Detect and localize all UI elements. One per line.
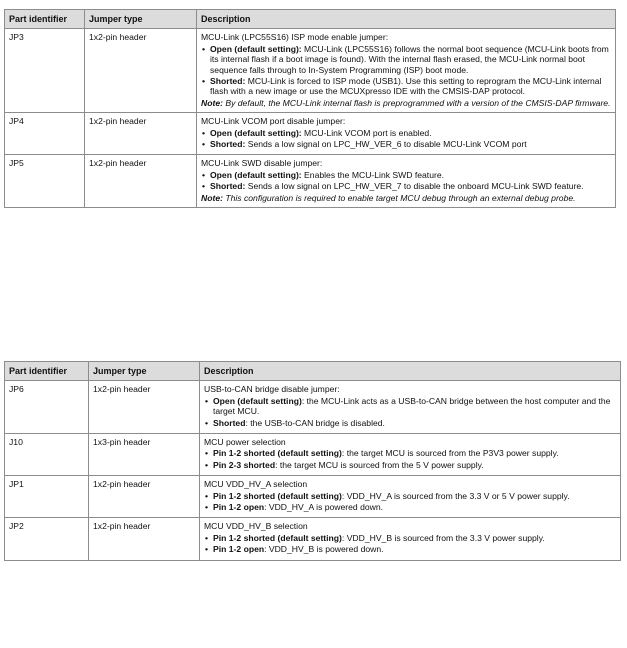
part-identifier-cell: JP1	[5, 476, 89, 518]
bullet-text: Sends a low signal on LPC_HW_VER_6 to disable MCU-Link VCOM port	[245, 139, 527, 150]
jumper-type-cell: 1x2-pin header	[85, 113, 197, 155]
header-part-identifier: Part identifier	[5, 10, 85, 29]
jumper-type-cell: 1x2-pin header	[89, 518, 200, 560]
note	[201, 193, 611, 203]
bullet-term: Open (default setting):	[210, 43, 302, 54]
table-row	[5, 381, 621, 434]
bullet-term: Open (default setting):	[210, 169, 302, 180]
bullet-text: : VDD_HV_A is sourced from the 3.3 V or 5 V power supply.	[341, 490, 570, 501]
description-title: USB-to-CAN bridge disable jumper:	[204, 384, 340, 395]
bullet-text: : VDD_HV_B is powered down.	[264, 544, 384, 555]
bullet-text: : VDD_HV_A is powered down.	[264, 502, 384, 513]
bullet-term: Open (default setting):	[210, 127, 302, 138]
bullet-item	[213, 502, 616, 512]
bullet-item	[210, 128, 611, 138]
note-label: Note:	[201, 192, 223, 203]
bullet-item	[210, 181, 611, 191]
jumper-type-cell: 1x3-pin header	[89, 434, 200, 476]
bullet-list	[204, 396, 616, 428]
bullet-term: Shorted:	[210, 139, 246, 150]
bullet-text: : the target MCU is sourced from the P3V3 power supply.	[341, 448, 559, 459]
bullet-term: Open (default setting)	[213, 395, 302, 406]
description-cell	[200, 434, 621, 476]
bullet-text: MCU-Link is forced to ISP mode (USB1). Use this setting to reprogram the MCU-Link internal flash with a new image or use the MCUXpresso IDE with the CMSIS-DAP protocol.	[210, 76, 602, 97]
bullet-text: : VDD_HV_B is sourced from the 3.3 V power supply.	[341, 532, 545, 543]
table-row	[5, 434, 621, 476]
bullet-term: Pin 1-2 shorted (default setting)	[213, 448, 342, 459]
bullet-text: : the USB-to-CAN bridge is disabled.	[245, 417, 385, 428]
bullet-item	[213, 448, 616, 458]
note	[201, 98, 611, 108]
header-jumper-type: Jumper type	[89, 362, 200, 381]
note-text: By default, the MCU-Link internal flash is preprogrammed with a version of the CMSIS-DAP firmware.	[222, 97, 611, 108]
part-identifier-cell: J10	[5, 434, 89, 476]
note-label: Note:	[201, 97, 223, 108]
bullet-term: Pin 1-2 shorted (default setting)	[213, 532, 342, 543]
description-title: MCU VDD_HV_A selection	[204, 479, 308, 490]
bullet-term: Pin 1-2 open	[213, 544, 265, 555]
jumper-type-cell: 1x2-pin header	[85, 29, 197, 113]
bullet-list	[204, 448, 616, 470]
bullet-list	[201, 44, 611, 97]
description-cell	[200, 476, 621, 518]
bullet-text: : the MCU-Link acts as a USB-to-CAN bridge between the host computer and the target MCU.	[213, 395, 611, 417]
description-cell	[197, 29, 616, 113]
bullet-term: Shorted:	[210, 76, 246, 87]
table-row	[5, 113, 616, 155]
bullet-item	[213, 396, 616, 417]
bullet-list	[201, 128, 611, 150]
bullet-text: MCU-Link VCOM port is enabled.	[301, 127, 432, 138]
description-title: MCU power selection	[204, 437, 286, 448]
bullet-item	[213, 460, 616, 470]
header-description: Description	[200, 362, 621, 381]
description-title: MCU-Link (LPC55S16) ISP mode enable jumper:	[201, 32, 389, 43]
part-identifier-cell: JP2	[5, 518, 89, 560]
table-header-row	[5, 10, 616, 29]
bullet-text: Sends a low signal on LPC_HW_VER_7 to disable the onboard MCU-Link SWD feature.	[245, 181, 584, 192]
bullet-item	[210, 170, 611, 180]
bullet-item	[213, 491, 616, 501]
header-description: Description	[197, 10, 616, 29]
bullet-text: Enables the MCU-Link SWD feature.	[301, 169, 445, 180]
description-cell	[197, 155, 616, 208]
jumper-table-2	[4, 361, 621, 561]
part-identifier-cell: JP5	[5, 155, 85, 208]
description-title: MCU-Link VCOM port disable jumper:	[201, 116, 346, 127]
bullet-text: MCU-Link (LPC55S16) follows the normal boot sequence (MCU-Link boots from its internal flash if a boot image is found). With the internal flash erased, the MCU-Link normal boot sequence falls through to In-System Programming (ISP) boot mode.	[210, 43, 609, 75]
description-cell	[200, 518, 621, 560]
description-title: MCU VDD_HV_B selection	[204, 521, 308, 532]
header-jumper-type: Jumper type	[85, 10, 197, 29]
table-header-row	[5, 362, 621, 381]
bullet-item	[210, 44, 611, 75]
table-row	[5, 518, 621, 560]
jumper-type-cell: 1x2-pin header	[85, 155, 197, 208]
table-row	[5, 29, 616, 113]
part-identifier-cell: JP6	[5, 381, 89, 434]
description-cell	[197, 113, 616, 155]
bullet-item	[210, 139, 611, 149]
bullet-term: Shorted	[213, 417, 246, 428]
part-identifier-cell: JP4	[5, 113, 85, 155]
note-text: This configuration is required to enable target MCU debug through an external debug probe.	[222, 192, 576, 203]
bullet-item	[213, 418, 616, 428]
part-identifier-cell: JP3	[5, 29, 85, 113]
jumper-type-cell: 1x2-pin header	[89, 381, 200, 434]
description-cell	[200, 381, 621, 434]
bullet-item	[213, 533, 616, 543]
bullet-list	[204, 491, 616, 513]
table-row	[5, 476, 621, 518]
bullet-term: Pin 2-3 shorted	[213, 459, 276, 470]
bullet-text: : the target MCU is sourced from the 5 V power supply.	[275, 459, 484, 470]
bullet-term: Shorted:	[210, 181, 246, 192]
bullet-term: Pin 1-2 open	[213, 502, 265, 513]
header-part-identifier: Part identifier	[5, 362, 89, 381]
description-title: MCU-Link SWD disable jumper:	[201, 158, 323, 169]
table-row	[5, 155, 616, 208]
bullet-list	[201, 170, 611, 192]
bullet-term: Pin 1-2 shorted (default setting)	[213, 490, 342, 501]
bullet-item	[213, 544, 616, 554]
jumper-table-1	[4, 9, 616, 208]
bullet-list	[204, 533, 616, 555]
jumper-type-cell: 1x2-pin header	[89, 476, 200, 518]
bullet-item	[210, 76, 611, 97]
